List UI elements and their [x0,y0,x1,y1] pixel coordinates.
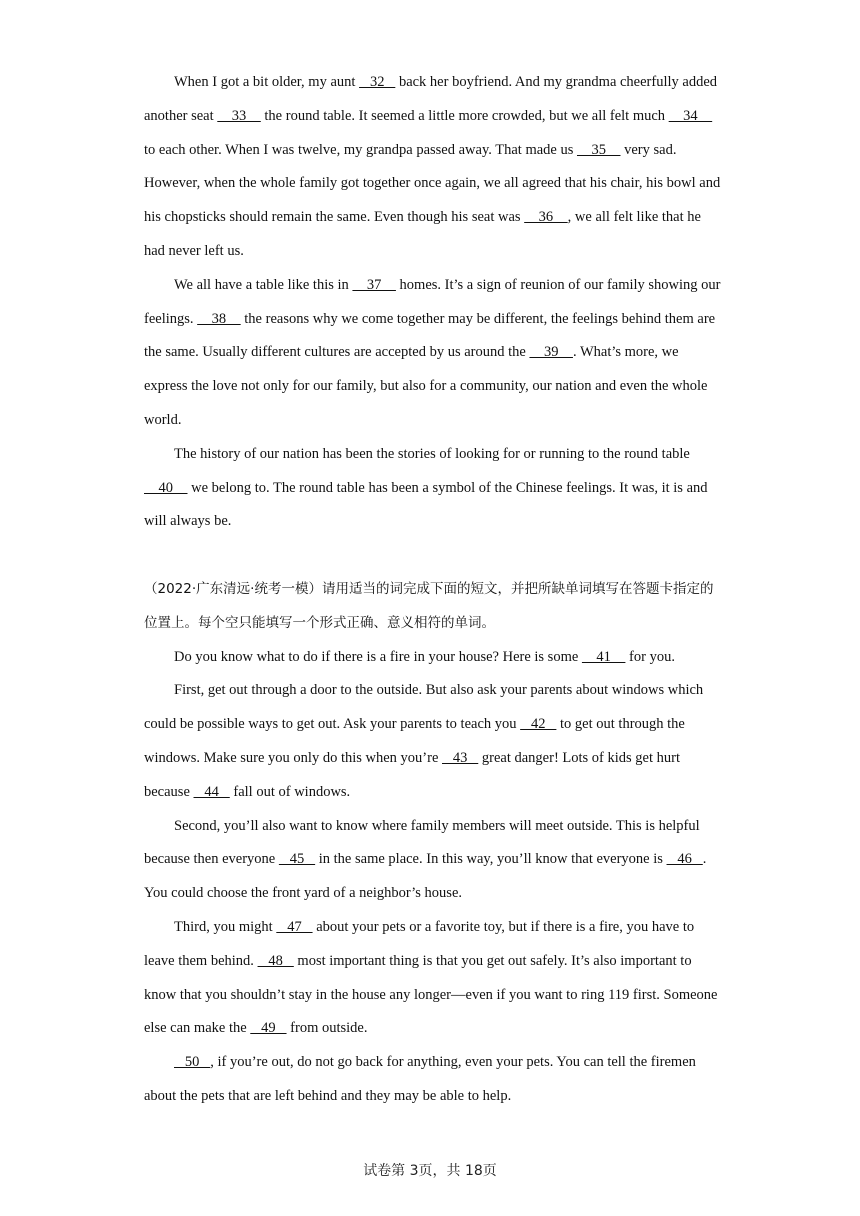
text: First, get out through a door to the outside. But also ask your parents about windows which could be possible ways to get out. Ask your parents to teach you [144,682,704,733]
blank-41: 41 [581,648,626,665]
paragraph [144,438,724,539]
blank-36: 36 [524,209,568,226]
blank-35: 35 [576,141,621,158]
text: . What’s more, we express the love not only for our family, but also for a community, our nation and even the whole world. [144,344,708,428]
blank-44: 44 [193,783,230,800]
paragraph [144,269,724,438]
paragraph [144,674,724,809]
text: from outside. [286,1020,368,1037]
text: about your pets or a favorite toy, but if there is a fire, you have to leave them behind. [144,918,695,969]
text: When I got a bit older, my aunt [174,74,360,90]
paragraph [144,911,724,1046]
text: , we all felt like that he had never left us. [144,209,701,259]
paragraph [144,641,724,675]
blank-48: 48 [257,952,294,969]
blank-45: 45 [278,851,316,868]
blank-33: 33 [217,107,261,124]
text: Second, you’ll also want to know where family members will meet outside. This is helpful because then everyone [144,817,700,868]
text: most important thing is that you get out safely. It’s also important to know that you shouldn’t stay in the house any longer—even if you want to ring 119 first. Someone else can make the [144,952,718,1037]
blank-37: 37 [352,276,396,293]
blank-38: 38 [197,310,241,327]
text: homes. It’s a sign of reunion of our family showing our feelings. [144,276,721,327]
question-instructions: （2022·广东清远·统考一模）请用适当的词完成下面的短文，并把所缺单词填写在答题卡指定的位置上。每个空只能填写一个形式正确、意义相符的单词。 [144,580,714,631]
text: . You could choose the front yard of a neighbor’s house. [144,851,707,902]
paragraph [144,810,724,911]
paragraph [144,66,724,269]
text: Do you know what to do if there is a fire in your house? Here is some [174,648,582,665]
text: for you. [625,648,675,665]
text: to get out through the windows. Make sure you only do this when you’re [144,716,685,766]
paragraph [144,1046,724,1114]
blank-39: 39 [529,344,573,361]
blank-43: 43 [442,749,479,766]
text: the reasons why we come together may be different, the feelings behind them are the same. Usually different cultures are accepted by us around the [144,310,716,361]
blank-42: 42 [520,716,557,733]
page-footer: 试卷第 3页，共 18页 [363,1163,497,1179]
blank-46: 46 [666,851,703,868]
document-body [144,66,724,1114]
text: the round table. It seemed a little more crowded, but we all felt much [260,107,669,124]
text: very sad. However, when the whole family got together once again, we all agreed that his chair, his bowl and his chopsticks should remain the same. Even though his seat was [144,141,721,226]
text: , if you’re out, do not go back for anything, even your pets. You can tell the firemen about the pets that are left behind and they may be able to help. [144,1054,696,1104]
text: great danger! Lots of kids get hurt because [144,749,680,800]
blank-40: 40 [144,479,188,496]
text: We all have a table like this in [174,276,353,293]
blank-47: 47 [276,918,313,935]
blank-34: 34 [668,107,713,124]
text: to each other. When I was twelve, my grandpa passed away. That made us [144,141,577,158]
text: The history of our nation has been the stories of looking for or running to the round table [174,445,690,462]
text: we belong to. The round table has been a symbol of the Chinese feelings. It was, it is and will always be. [144,479,708,530]
text: Third, you might [174,918,277,935]
text: fall out of windows. [229,783,351,800]
text: in the same place. In this way, you’ll know that everyone is [315,851,667,868]
blank-50: 50 [174,1054,211,1071]
blank-49: 49 [250,1020,287,1037]
text: back her boyfriend. And my grandma cheerfully added another seat [144,74,718,124]
blank-32: 32 [359,74,396,90]
